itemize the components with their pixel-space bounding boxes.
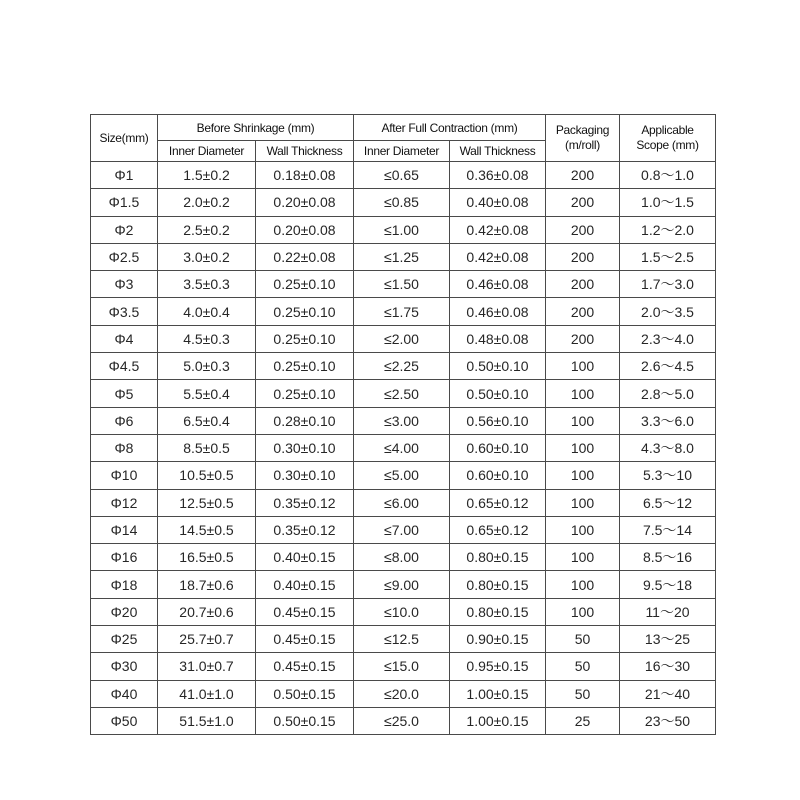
wall-thickness-after-cell: 0.95±0.15: [450, 653, 546, 680]
inner-diameter-before-cell: 6.5±0.4: [158, 407, 256, 434]
packaging-cell: 100: [546, 462, 620, 489]
spec-table: [90, 114, 716, 735]
wall-thickness-after-cell: 0.50±0.10: [450, 353, 546, 380]
scope-cell: 1.5～2.5: [620, 243, 716, 270]
packaging-cell: 50: [546, 653, 620, 680]
inner-diameter-after-cell: ≤0.65: [354, 162, 450, 189]
inner-diameter-before-cell: 2.5±0.2: [158, 216, 256, 243]
inner-diameter-after-cell: ≤2.25: [354, 353, 450, 380]
size-cell: Φ8: [91, 434, 158, 461]
packaging-header-line2: (m/roll): [565, 138, 600, 152]
size-cell: Φ2: [91, 216, 158, 243]
inner-diameter-after-cell: ≤2.50: [354, 380, 450, 407]
size-cell: Φ3.5: [91, 298, 158, 325]
table-row: [91, 298, 716, 325]
scope-cell: 8.5～16: [620, 544, 716, 571]
wall-thickness-after-cell: 0.48±0.08: [450, 325, 546, 352]
scope-cell: 0.8～1.0: [620, 162, 716, 189]
scope-cell: 16～30: [620, 653, 716, 680]
packaging-cell: 100: [546, 489, 620, 516]
inner-diameter-after-cell: ≤2.00: [354, 325, 450, 352]
inner-diameter-after-cell: ≤0.85: [354, 189, 450, 216]
size-cell: Φ30: [91, 653, 158, 680]
inner-diameter-after-cell: ≤1.00: [354, 216, 450, 243]
table-row: [91, 462, 716, 489]
scope-header-line1: Applicable: [641, 123, 694, 137]
scope-cell: 9.5～18: [620, 571, 716, 598]
inner-diameter-before-cell: 3.0±0.2: [158, 243, 256, 270]
size-cell: Φ1.5: [91, 189, 158, 216]
size-cell: Φ1: [91, 162, 158, 189]
wall-thickness-after-cell: 0.80±0.15: [450, 571, 546, 598]
wall-thickness-before-cell: 0.40±0.15: [256, 571, 354, 598]
scope-cell: 21～40: [620, 680, 716, 707]
inner-diameter-after-cell: ≤3.00: [354, 407, 450, 434]
size-cell: Φ40: [91, 680, 158, 707]
size-cell: Φ4: [91, 325, 158, 352]
scope-cell: 3.3～6.0: [620, 407, 716, 434]
table-row: [91, 707, 716, 734]
table-row: [91, 680, 716, 707]
wall-thickness-after-cell: 0.60±0.10: [450, 434, 546, 461]
scope-cell: 5.3～10: [620, 462, 716, 489]
wall-thickness-after-cell: 0.46±0.08: [450, 298, 546, 325]
wall-thickness-after-cell: 0.40±0.08: [450, 189, 546, 216]
inner-diameter-after-cell: ≤12.5: [354, 626, 450, 653]
size-header: Size(mm): [91, 115, 158, 162]
packaging-cell: 200: [546, 271, 620, 298]
table-row: [91, 353, 716, 380]
packaging-header-line1: Packaging: [555, 123, 610, 137]
table-row: [91, 189, 716, 216]
scope-cell: 4.3～8.0: [620, 434, 716, 461]
size-cell: Φ12: [91, 489, 158, 516]
size-cell: Φ3: [91, 271, 158, 298]
table-body: [91, 162, 716, 735]
wall-thickness-before-cell: 0.40±0.15: [256, 544, 354, 571]
inner-diameter-after-cell: ≤1.25: [354, 243, 450, 270]
inner-diameter-before-cell: 51.5±1.0: [158, 707, 256, 734]
inner-diameter-before-header: Inner Diameter: [158, 141, 256, 162]
wall-thickness-before-cell: 0.25±0.10: [256, 271, 354, 298]
scope-cell: 23～50: [620, 707, 716, 734]
inner-diameter-after-cell: ≤5.00: [354, 462, 450, 489]
before-shrinkage-header: Before Shrinkage (mm): [158, 115, 354, 141]
inner-diameter-before-cell: 31.0±0.7: [158, 653, 256, 680]
packaging-cell: 200: [546, 162, 620, 189]
table-row: [91, 434, 716, 461]
scope-cell: 1.0～1.5: [620, 189, 716, 216]
table-row: [91, 216, 716, 243]
size-cell: Φ5: [91, 380, 158, 407]
wall-thickness-before-cell: 0.45±0.15: [256, 653, 354, 680]
wall-thickness-before-cell: 0.30±0.10: [256, 462, 354, 489]
size-cell: Φ14: [91, 516, 158, 543]
inner-diameter-after-cell: ≤4.00: [354, 434, 450, 461]
size-cell: Φ18: [91, 571, 158, 598]
wall-thickness-before-cell: 0.18±0.08: [256, 162, 354, 189]
inner-diameter-after-cell: ≤25.0: [354, 707, 450, 734]
scope-cell: 7.5～14: [620, 516, 716, 543]
wall-thickness-before-cell: 0.20±0.08: [256, 189, 354, 216]
wall-thickness-after-cell: 0.56±0.10: [450, 407, 546, 434]
inner-diameter-after-cell: ≤10.0: [354, 598, 450, 625]
wall-thickness-after-cell: 0.80±0.15: [450, 544, 546, 571]
packaging-cell: 100: [546, 353, 620, 380]
table-row: [91, 544, 716, 571]
inner-diameter-after-cell: ≤8.00: [354, 544, 450, 571]
table-row: [91, 407, 716, 434]
scope-cell: 1.2～2.0: [620, 216, 716, 243]
packaging-cell: 100: [546, 407, 620, 434]
inner-diameter-before-cell: 5.0±0.3: [158, 353, 256, 380]
table-row: [91, 626, 716, 653]
table-row: [91, 380, 716, 407]
wall-thickness-before-cell: 0.25±0.10: [256, 298, 354, 325]
wall-thickness-after-cell: 0.42±0.08: [450, 243, 546, 270]
wall-thickness-after-cell: 0.36±0.08: [450, 162, 546, 189]
wall-thickness-after-cell: 0.50±0.10: [450, 380, 546, 407]
inner-diameter-before-cell: 14.5±0.5: [158, 516, 256, 543]
wall-thickness-after-cell: 0.42±0.08: [450, 216, 546, 243]
wall-thickness-after-header: Wall Thickness: [450, 141, 546, 162]
wall-thickness-after-cell: 0.65±0.12: [450, 516, 546, 543]
wall-thickness-after-cell: 0.80±0.15: [450, 598, 546, 625]
inner-diameter-before-cell: 25.7±0.7: [158, 626, 256, 653]
size-cell: Φ20: [91, 598, 158, 625]
header-row-top: [91, 115, 716, 141]
size-cell: Φ6: [91, 407, 158, 434]
wall-thickness-after-cell: 0.60±0.10: [450, 462, 546, 489]
inner-diameter-after-cell: ≤20.0: [354, 680, 450, 707]
after-contraction-header: After Full Contraction (mm): [354, 115, 546, 141]
size-cell: Φ16: [91, 544, 158, 571]
inner-diameter-before-cell: 2.0±0.2: [158, 189, 256, 216]
inner-diameter-before-cell: 10.5±0.5: [158, 462, 256, 489]
inner-diameter-after-header: Inner Diameter: [354, 141, 450, 162]
table-row: [91, 162, 716, 189]
size-cell: Φ10: [91, 462, 158, 489]
wall-thickness-after-cell: 0.90±0.15: [450, 626, 546, 653]
packaging-cell: 200: [546, 298, 620, 325]
scope-cell: 11～20: [620, 598, 716, 625]
packaging-header: [546, 115, 620, 162]
packaging-cell: 200: [546, 243, 620, 270]
wall-thickness-before-cell: 0.35±0.12: [256, 489, 354, 516]
wall-thickness-before-cell: 0.30±0.10: [256, 434, 354, 461]
inner-diameter-after-cell: ≤15.0: [354, 653, 450, 680]
inner-diameter-before-cell: 41.0±1.0: [158, 680, 256, 707]
scope-cell: 2.0～3.5: [620, 298, 716, 325]
packaging-cell: 100: [546, 516, 620, 543]
scope-cell: 2.6～4.5: [620, 353, 716, 380]
inner-diameter-before-cell: 5.5±0.4: [158, 380, 256, 407]
table-row: [91, 489, 716, 516]
table-row: [91, 243, 716, 270]
scope-header: [620, 115, 716, 162]
size-cell: Φ4.5: [91, 353, 158, 380]
wall-thickness-before-cell: 0.45±0.15: [256, 598, 354, 625]
packaging-cell: 100: [546, 380, 620, 407]
wall-thickness-after-cell: 1.00±0.15: [450, 707, 546, 734]
table-row: [91, 653, 716, 680]
packaging-cell: 200: [546, 325, 620, 352]
inner-diameter-after-cell: ≤6.00: [354, 489, 450, 516]
inner-diameter-before-cell: 4.5±0.3: [158, 325, 256, 352]
packaging-cell: 100: [546, 598, 620, 625]
inner-diameter-before-cell: 18.7±0.6: [158, 571, 256, 598]
scope-cell: 2.8～5.0: [620, 380, 716, 407]
wall-thickness-before-cell: 0.35±0.12: [256, 516, 354, 543]
table-header: [91, 115, 716, 162]
wall-thickness-before-cell: 0.25±0.10: [256, 380, 354, 407]
inner-diameter-before-cell: 3.5±0.3: [158, 271, 256, 298]
wall-thickness-after-cell: 0.65±0.12: [450, 489, 546, 516]
inner-diameter-before-cell: 20.7±0.6: [158, 598, 256, 625]
scope-cell: 6.5～12: [620, 489, 716, 516]
scope-cell: 13～25: [620, 626, 716, 653]
packaging-cell: 100: [546, 544, 620, 571]
wall-thickness-before-cell: 0.20±0.08: [256, 216, 354, 243]
wall-thickness-before-cell: 0.28±0.10: [256, 407, 354, 434]
table-row: [91, 325, 716, 352]
scope-cell: 2.3～4.0: [620, 325, 716, 352]
packaging-cell: 100: [546, 434, 620, 461]
packaging-cell: 100: [546, 571, 620, 598]
inner-diameter-after-cell: ≤1.75: [354, 298, 450, 325]
size-cell: Φ25: [91, 626, 158, 653]
wall-thickness-before-cell: 0.25±0.10: [256, 325, 354, 352]
packaging-cell: 200: [546, 216, 620, 243]
inner-diameter-after-cell: ≤1.50: [354, 271, 450, 298]
inner-diameter-before-cell: 16.5±0.5: [158, 544, 256, 571]
inner-diameter-after-cell: ≤9.00: [354, 571, 450, 598]
wall-thickness-before-cell: 0.50±0.15: [256, 707, 354, 734]
packaging-cell: 200: [546, 189, 620, 216]
table-row: [91, 571, 716, 598]
wall-thickness-before-cell: 0.22±0.08: [256, 243, 354, 270]
inner-diameter-before-cell: 12.5±0.5: [158, 489, 256, 516]
inner-diameter-before-cell: 4.0±0.4: [158, 298, 256, 325]
wall-thickness-before-header: Wall Thickness: [256, 141, 354, 162]
size-cell: Φ2.5: [91, 243, 158, 270]
wall-thickness-before-cell: 0.45±0.15: [256, 626, 354, 653]
wall-thickness-before-cell: 0.50±0.15: [256, 680, 354, 707]
scope-header-line2: Scope (mm): [636, 138, 699, 152]
scope-cell: 1.7～3.0: [620, 271, 716, 298]
inner-diameter-after-cell: ≤7.00: [354, 516, 450, 543]
wall-thickness-after-cell: 0.46±0.08: [450, 271, 546, 298]
table-row: [91, 516, 716, 543]
packaging-cell: 25: [546, 707, 620, 734]
wall-thickness-before-cell: 0.25±0.10: [256, 353, 354, 380]
inner-diameter-before-cell: 8.5±0.5: [158, 434, 256, 461]
wall-thickness-after-cell: 1.00±0.15: [450, 680, 546, 707]
packaging-cell: 50: [546, 680, 620, 707]
table-row: [91, 598, 716, 625]
table-row: [91, 271, 716, 298]
size-cell: Φ50: [91, 707, 158, 734]
inner-diameter-before-cell: 1.5±0.2: [158, 162, 256, 189]
packaging-cell: 50: [546, 626, 620, 653]
